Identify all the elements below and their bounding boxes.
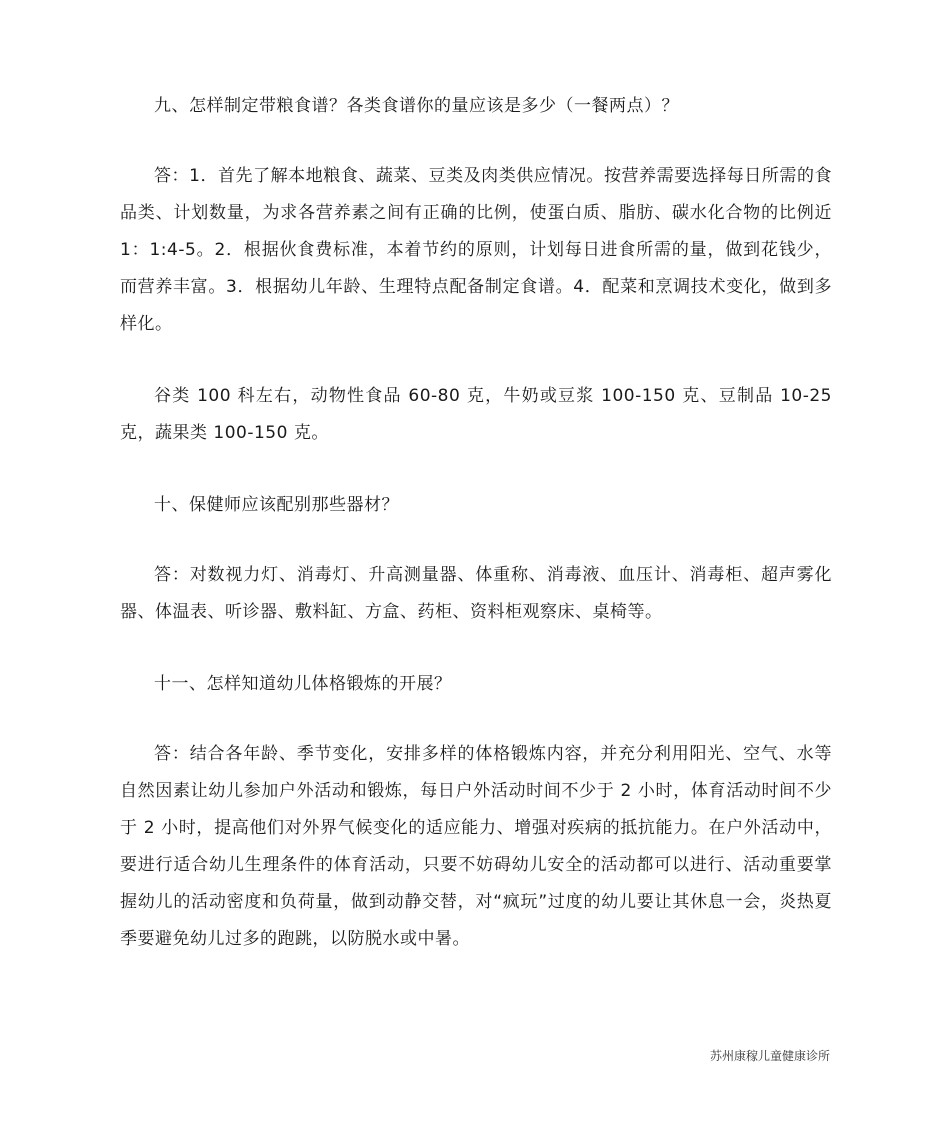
- document-body: [120, 88, 832, 958]
- page-footer: 苏州康稼儿童健康诊所: [709, 1049, 830, 1063]
- question-9: 九、怎样制定带粮食谱？各类食谱你的量应该是多少（一餐两点）？: [154, 96, 679, 116]
- question-10: 十、保健师应该配别那些器材？: [154, 495, 399, 515]
- question-11: 十一、怎样知道幼儿体格锻炼的开展？: [154, 674, 452, 694]
- answer-9-part-1: 答：1．首先了解本地粮食、蔬菜、豆类及肉类供应情况。按营养需要选择每日所需的食品类、计划数量，为求各营养素之间有正确的比例，使蛋白质、脂肪、碳水化合物的比例近 1：1:4-5。2．根据伙食费标准，本着节约的原则，计划每日进食所需的量，做到花钱少，而营养丰富。3．根据幼儿年龄、生理特点配备制定食谱。4．配菜和烹调技术变化，做到多样化。: [120, 166, 832, 334]
- answer-10: 答：对数视力灯、消毒灯、升高测量器、体重称、消毒液、血压计、消毒柜、超声雾化器、体温表、听诊器、敷料缸、方盒、药柜、资料柜观察床、桌椅等。: [120, 565, 832, 622]
- answer-11: 答：结合各年龄、季节变化，安排多样的体格锻炼内容，并充分利用阳光、空气、水等自然因素让幼儿参加户外活动和锻炼，每日户外活动时间不少于 2 小时，体育活动时间不少于 2 小时，提高他们对外界气候变化的适应能力、增强对疾病的抵抗能力。在户外活动中，要进行适合幼儿生理条件的体育活动，只要不妨碍幼儿安全的活动都可以进行、活动重要掌握幼儿的活动密度和负荷量，做到动静交替，对“疯玩”过度的幼儿要让其休息一会，炎热夏季要避免幼儿过多的跑跳，以防脱水或中暑。: [120, 744, 832, 949]
- answer-9-part-2: 谷类 100 科左右，动物性食品 60-80 克，牛奶或豆浆 100-150 克、豆制品 10-25 克，蔬果类 100-150 克。: [120, 386, 832, 443]
